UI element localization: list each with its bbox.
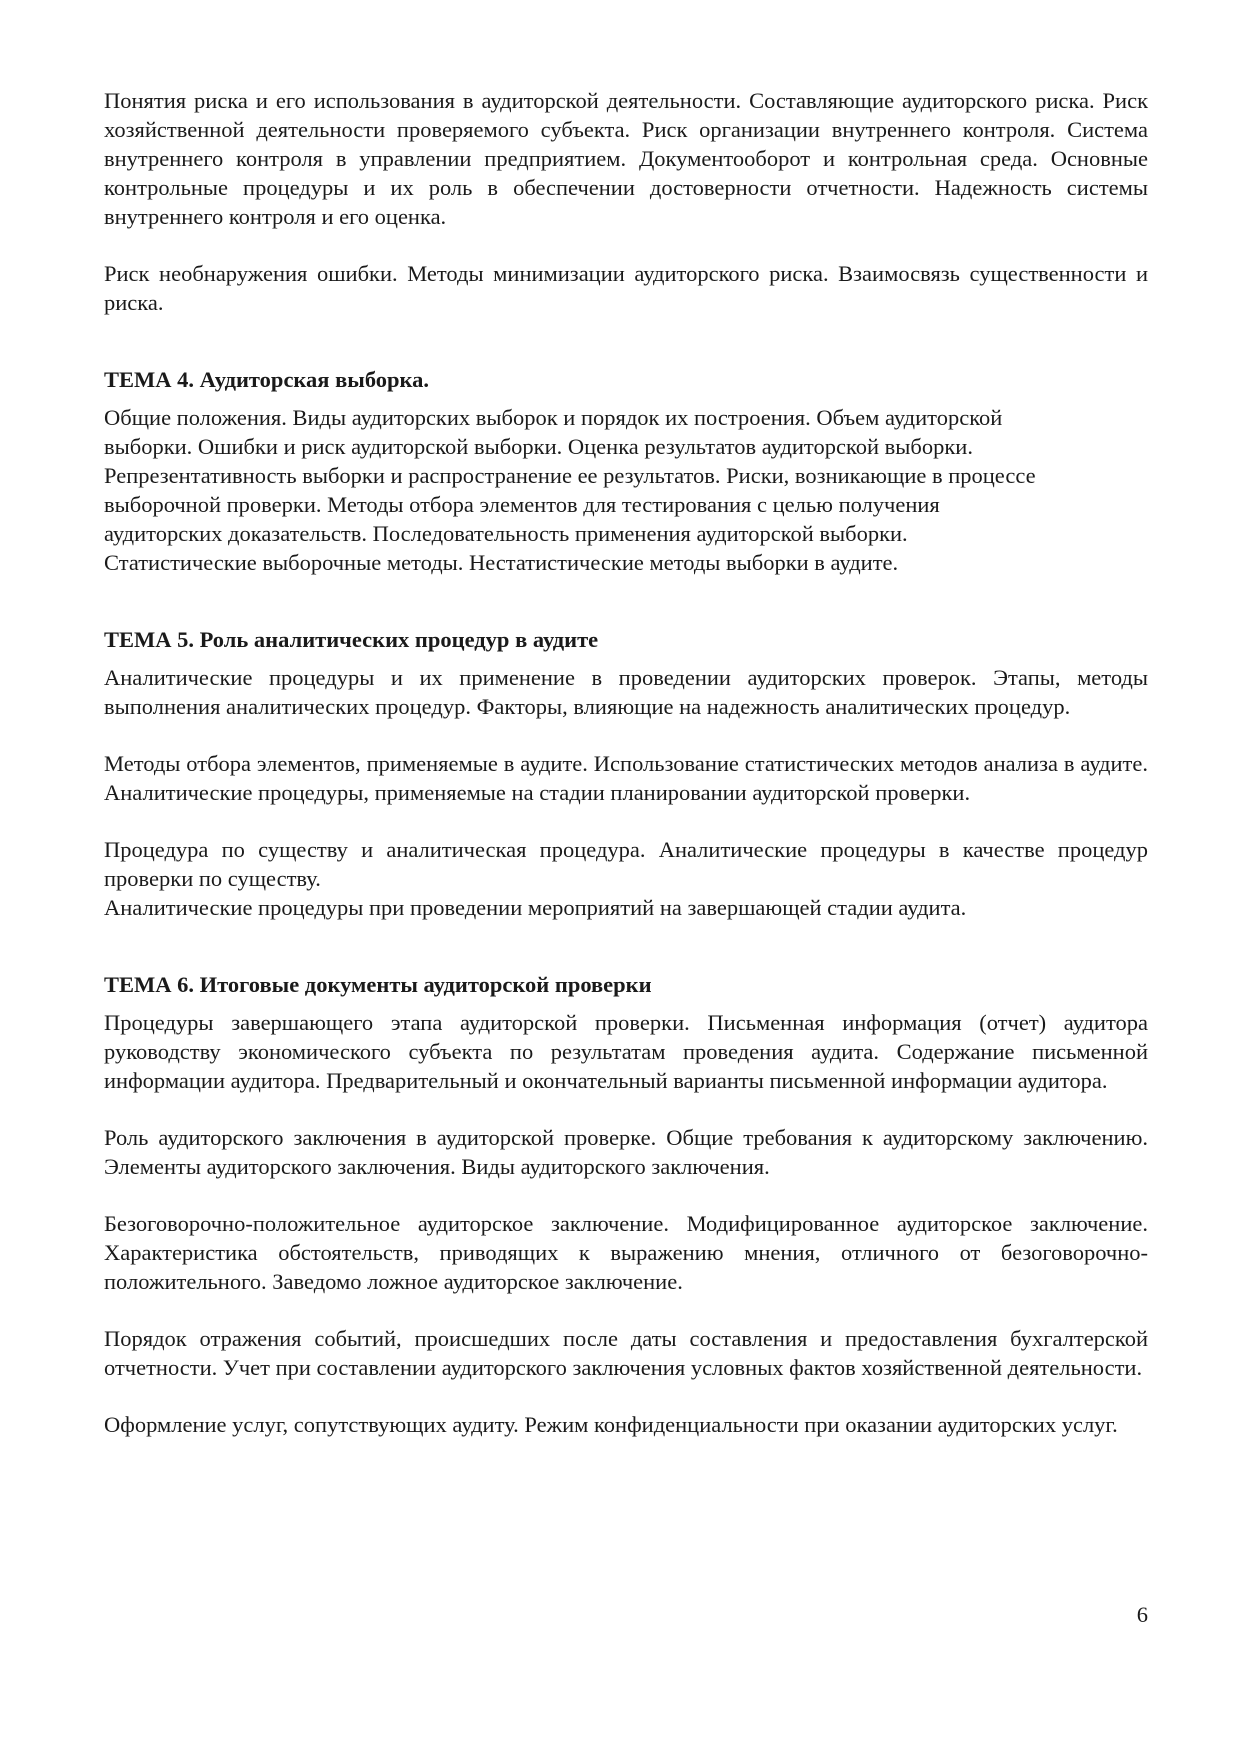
topic-4-paragraph — [104, 403, 1148, 577]
topic-5-paragraph-1: Аналитические процедуры и их применение в проведении аудиторских проверок. Этапы, методы выполнения аналитических процедур. Факторы, влияющие на надежность аналитических процедур. — [104, 665, 1148, 719]
topic-4-line: Общие положения. Виды аудиторских выборок и порядок их построения. Объем аудиторской — [104, 405, 1003, 430]
topic-4-heading: ТЕМА 4. Аудиторская выборка. — [104, 367, 430, 392]
topic-5-section — [104, 625, 1148, 922]
topic-4-line: выборки. Ошибки и риск аудиторской выборки. Оценка результатов аудиторской выборки. — [104, 434, 973, 459]
topic-4-line: Статистические выборочные методы. Нестатистические методы выборки в аудите. — [104, 550, 899, 575]
topic-6-paragraph-5: Оформление услуг, сопутствующих аудиту. Режим конфиденциальности при оказании аудиторских услуг. — [104, 1412, 1118, 1437]
intro-paragraph-2: Риск необнаружения ошибки. Методы минимизации аудиторского риска. Взаимосвязь существенности и риска. — [104, 261, 1148, 315]
topic-6-section — [104, 970, 1148, 1439]
topic-5-paragraph-3: Процедура по существу и аналитическая процедура. Аналитические процедуры в качестве процедур проверки по существу. — [104, 837, 1148, 891]
page-number: 6 — [1136, 1602, 1148, 1627]
topic-6-paragraph-3: Безоговорочно-положительное аудиторское заключение. Модифицированное аудиторское заключение. Характеристика обстоятельств, приводящих к выражению мнения, отличного от безоговорочно-положительного. Заведомо ложное аудиторское заключение. — [104, 1211, 1148, 1294]
topic-4-line: аудиторских доказательств. Последовательность применения аудиторской выборки. — [104, 521, 908, 546]
topic-4-section — [104, 365, 1148, 577]
topic-5-paragraph-2: Методы отбора элементов, применяемые в аудите. Использование статистических методов анализа в аудите. Аналитические процедуры, применяемые на стадии планировании аудиторской проверки. — [104, 751, 1148, 805]
topic-5-heading: ТЕМА 5. Роль аналитических процедур в аудите — [104, 627, 599, 652]
topic-6-paragraph-4: Порядок отражения событий, происшедших после даты составления и предоставления бухгалтерской отчетности. Учет при составлении аудиторского заключения условных фактов хозяйственной деятельности. — [104, 1326, 1148, 1380]
topic-6-paragraph-1: Процедуры завершающего этапа аудиторской проверки. Письменная информация (отчет) аудитора руководству экономического субъекта по результатам проведения аудита. Содержание письменной информации аудитора. Предварительный и окончательный варианты письменной информации аудитора. — [104, 1010, 1148, 1093]
intro-paragraph-1: Понятия риска и его использования в аудиторской деятельности. Составляющие аудиторского риска. Риск хозяйственной деятельности проверяемого субъекта. Риск организации внутреннего контроля. Система внутреннего контроля в управлении предприятием. Документооборот и контрольная среда. Основные контрольные процедуры и их роль в обеспечении достоверности отчетности. Надежность системы внутреннего контроля и его оценка. — [104, 88, 1148, 229]
topic-4-line: выборочной проверки. Методы отбора элементов для тестирования с целью получения — [104, 492, 940, 517]
topic-6-paragraph-2: Роль аудиторского заключения в аудиторской проверке. Общие требования к аудиторскому заключению. Элементы аудиторского заключения. Виды аудиторского заключения. — [104, 1125, 1148, 1179]
topic-5-paragraph-4: Аналитические процедуры при проведении мероприятий на завершающей стадии аудита. — [104, 895, 967, 920]
document-page — [104, 86, 1148, 1439]
topic-6-heading: ТЕМА 6. Итоговые документы аудиторской проверки — [104, 972, 652, 997]
topic-4-line: Репрезентативность выборки и распространение ее результатов. Риски, возникающие в процессе — [104, 463, 1036, 488]
